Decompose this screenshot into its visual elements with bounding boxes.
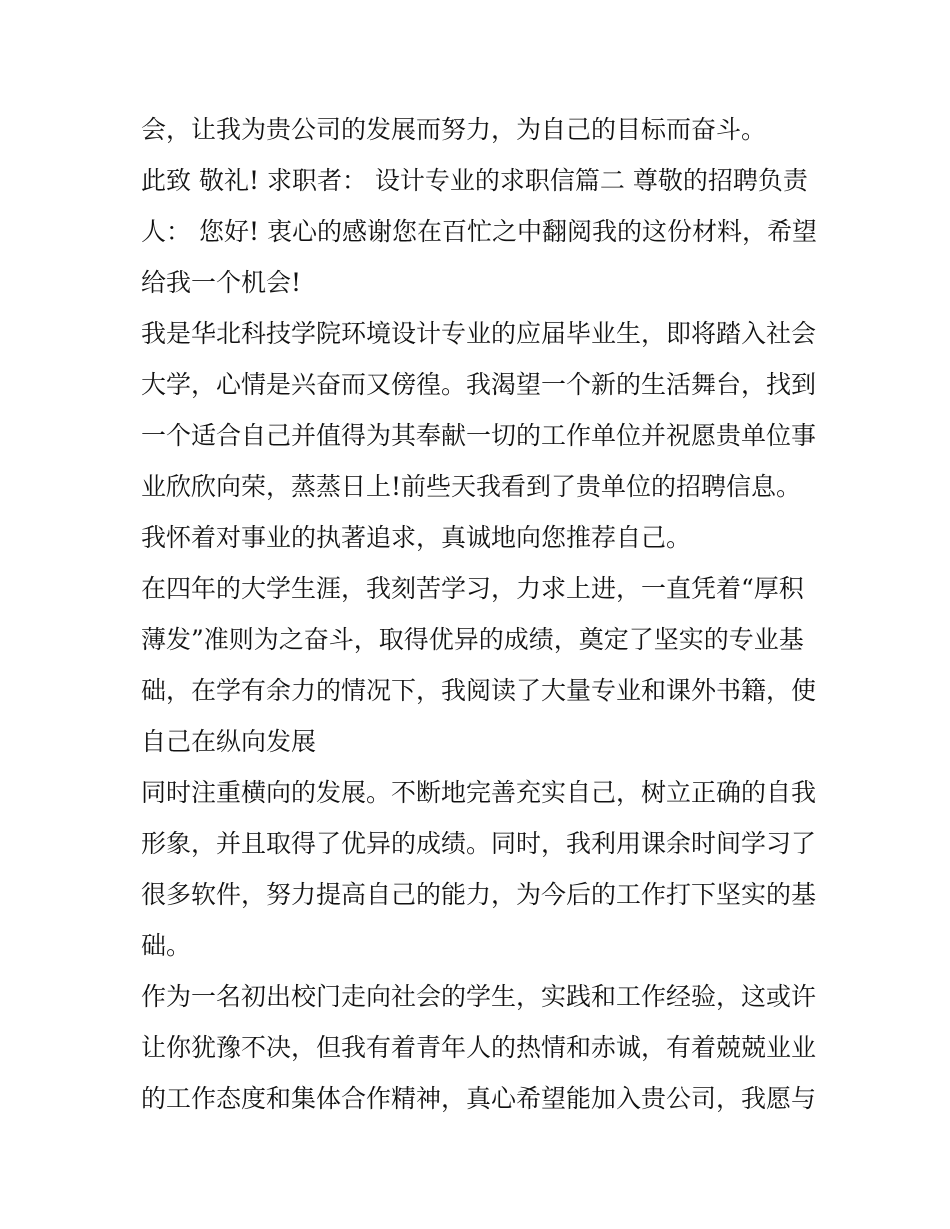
text-line: 给我一个机会! — [141, 268, 302, 297]
text-line: 人： 您好! 衷心的感谢您在百忙之中翻阅我的这份材料，希望 — [141, 217, 817, 246]
text-line: 让你犹豫不决，但我有着青年人的热情和赤诚，有着兢兢业业 — [141, 1033, 817, 1062]
text-line: 础。 — [141, 931, 192, 960]
text-line: 薄发”准则为之奋斗，取得优异的成绩，奠定了坚实的专业基 — [141, 625, 804, 654]
text-line: 在四年的大学生涯，我刻苦学习，力求上进，一直凭着“厚积 — [141, 574, 804, 603]
text-line: 形象，并且取得了优异的成绩。同时，我利用课余时间学习了 — [141, 829, 817, 858]
text-line: 我怀着对事业的执著追求，真诚地向您推荐自己。 — [141, 523, 692, 552]
text-line: 我是华北科技学院环境设计专业的应届毕业生，即将踏入社会 — [141, 319, 817, 348]
text-line: 同时注重横向的发展。不断地完善充实自己，树立正确的自我 — [141, 778, 817, 807]
text-line: 大学，心情是兴奋而又傍徨。我渴望一个新的生活舞台，找到 — [141, 370, 817, 399]
text-line: 业欣欣向荣，蒸蒸日上!前些天我看到了贵单位的招聘信息。 — [141, 472, 802, 501]
text-line: 此致 敬礼! 求职者： 设计专业的求职信篇二 尊敬的招聘负责 — [141, 166, 808, 195]
text-line: 作为一名初出校门走向社会的学生，实践和工作经验，这或许 — [141, 982, 817, 1011]
text-line: 很多软件，努力提高自己的能力，为今后的工作打下坚实的基 — [141, 880, 817, 909]
text-line: 的工作态度和集体合作精神，真心希望能加入贵公司，我愿与 — [141, 1084, 817, 1113]
text-line: 自己在纵向发展 — [141, 727, 317, 756]
text-line: 会，让我为贵公司的发展而努力，为自己的目标而奋斗。 — [141, 115, 767, 144]
document-body — [141, 104, 821, 1124]
text-line: 础，在学有余力的情况下，我阅读了大量专业和课外书籍，使 — [141, 676, 817, 705]
text-line: 一个适合自己并值得为其奉献一切的工作单位并祝愿贵单位事 — [141, 421, 817, 450]
